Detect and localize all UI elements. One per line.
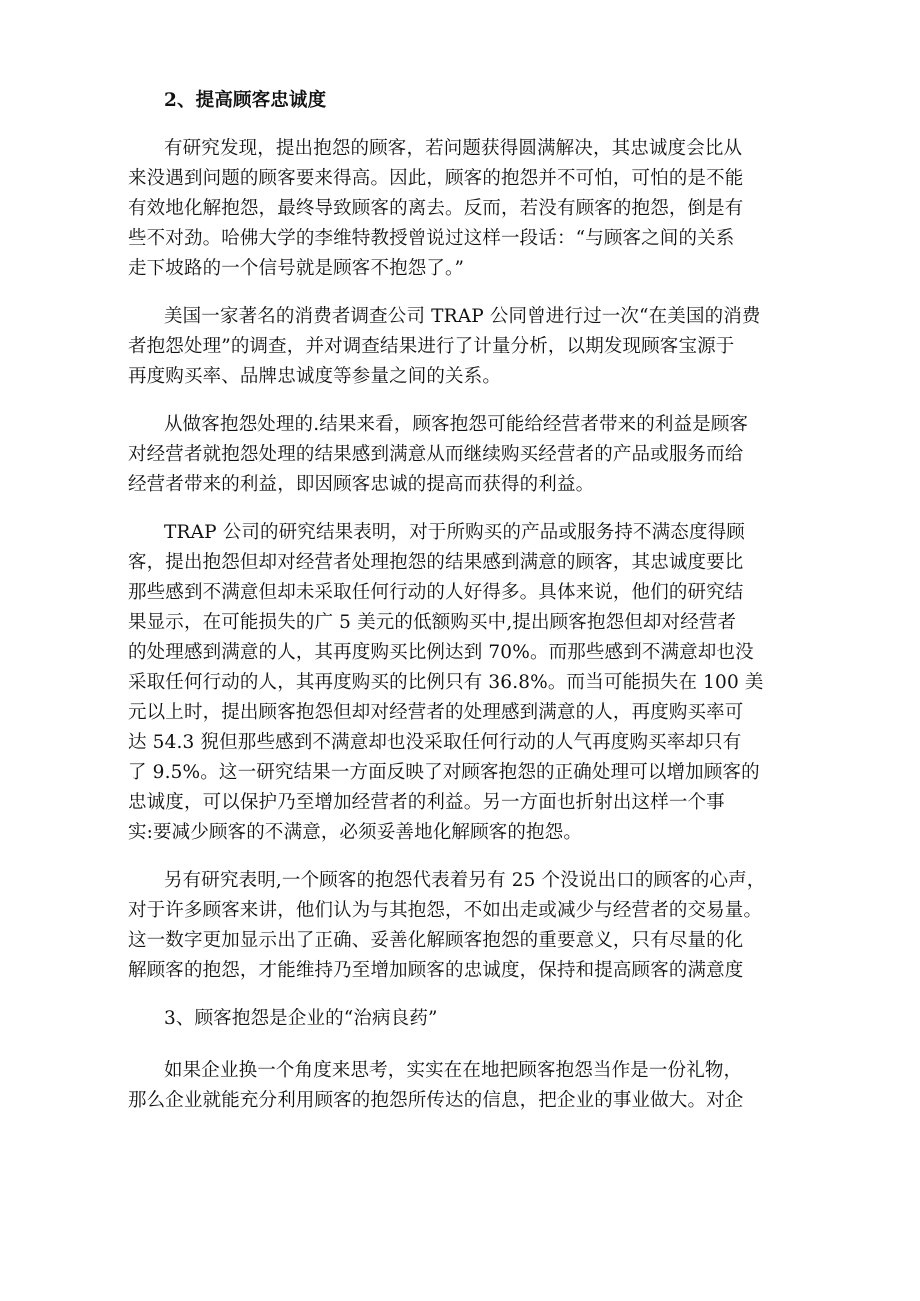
paragraph-line: 美国一家著名的消费者调查公司 TRAP 公同曾进行过一次“在美国的消费 (164, 306, 761, 327)
paragraph-line: 的处理感到满意的人，其再度购买比例达到 70%。而那些感到不满意却也没 (128, 642, 754, 663)
paragraph-line: 有效地化解抱怨，最终导致顾客的离去。反而，若没有顾客的抱怨，倒是有 (128, 198, 744, 219)
paragraph-line: 了 9.5%。这一研究结果一方面反映了对顾客抱怨的正确处理可以增加顾客的 (128, 762, 760, 783)
section-heading-complaints-medicine (128, 1004, 810, 1034)
section-heading-customer-loyalty (128, 86, 810, 116)
paragraph-4 (128, 518, 810, 848)
heading-text: 3、顾客抱怨是企业的“治病良药” (164, 1008, 438, 1029)
paragraph-line: 果显示，在可能损失的广 5 美元的低额购买中,提出顾客抱怨但却对经营者 (128, 612, 737, 633)
paragraph-2 (128, 302, 810, 392)
paragraph-line: 者抱怨处理”的调查，并对调查结果进行了计量分析，以期发现顾客宝源于 (128, 336, 735, 357)
paragraph-line: 来没遇到问题的顾客要来得高。因此，顾客的抱怨并不可怕，可怕的是不能 (128, 168, 744, 189)
paragraph-line: 对于许多顾客来讲，他们认为与其抱怨，不如出走或减少与经营者的交易量。 (128, 900, 763, 921)
paragraph-line: 解顾客的抱怨，才能维持乃至增加顾客的忠诚度，保持和提高顾客的满意度 (128, 960, 744, 981)
paragraph-line: 经营者带来的利益，即因顾客忠诚的提高而获得的利益。 (128, 474, 595, 495)
paragraph-line: 达 54.3 猊但那些感到不满意却也没采取任何行动的人气再度购买率却只有 (128, 732, 742, 753)
paragraph-line: 另有研究表明,一个顾客的抱怨代表着另有 25 个没说出口的顾客的心声， (164, 870, 766, 891)
paragraph-line: 这一数字更加显示出了正确、妥善化解顾客抱怨的重要意义，只有尽量的化 (128, 930, 744, 951)
paragraph-line: 些不对劲。哈佛大学的李维特教授曾说过这样一段话：“与顾客之间的关系 (128, 228, 735, 249)
paragraph-line: 客，提出抱怨但却对经营者处理抱怨的结果感到满意的顾客，其忠诚度要比 (128, 552, 744, 573)
paragraph-line: 如果企业换一个角度来思考，实实在在地把顾客抱怨当作是一份礼物， (164, 1060, 743, 1081)
paragraph-line: 再度购买率、品牌忠诚度等参量之间的关系。 (128, 366, 502, 387)
paragraph-line: 采取任何行动的人，其再度购买的比例只有 36.8%。而当可能损失在 100 美 (128, 672, 764, 693)
paragraph-line: 那么企业就能充分利用顾客的抱怨所传达的信息，把企业的事业做大。对企 (128, 1090, 744, 1111)
paragraph-line: 有研究发现，提出抱怨的顾客，若问题获得圆满解决，其忠诚度会比从 (164, 138, 743, 159)
paragraph-3 (128, 410, 810, 500)
paragraph-line: TRAP 公司的研究结果表明，对于所购买的产品或服务持不满态度得顾 (164, 522, 745, 543)
paragraph-line: 对经营者就抱怨处理的结果感到满意从而继续购买经营者的产品或服务而给 (128, 444, 744, 465)
paragraph-line: 忠诚度，可以保护乃至增加经营者的利益。另一方面也折射出这样一个事 (128, 792, 725, 813)
paragraph-line: 元以上时，提出顾客抱怨但却对经营者的处理感到满意的人，再度购买率可 (128, 702, 744, 723)
paragraph-5 (128, 866, 810, 986)
paragraph-1 (128, 134, 810, 284)
heading-text: 2、提高顾客忠诚度 (164, 90, 327, 111)
paragraph-line: 实:要减少顾客的不满意，必须妥善地化解顾客的抱怨。 (128, 822, 582, 843)
paragraph-line: 从做客抱怨处理的.结果来看，顾客抱怨可能给经营者带来的利益是顾客 (164, 414, 749, 435)
paragraph-line: 那些感到不满意但却未采取任何行动的人好得多。具体来说，他们的研究结 (128, 582, 744, 603)
paragraph-line: 走下坡路的一个信号就是顾客不抱怨了。” (128, 258, 465, 279)
paragraph-6 (128, 1056, 810, 1116)
